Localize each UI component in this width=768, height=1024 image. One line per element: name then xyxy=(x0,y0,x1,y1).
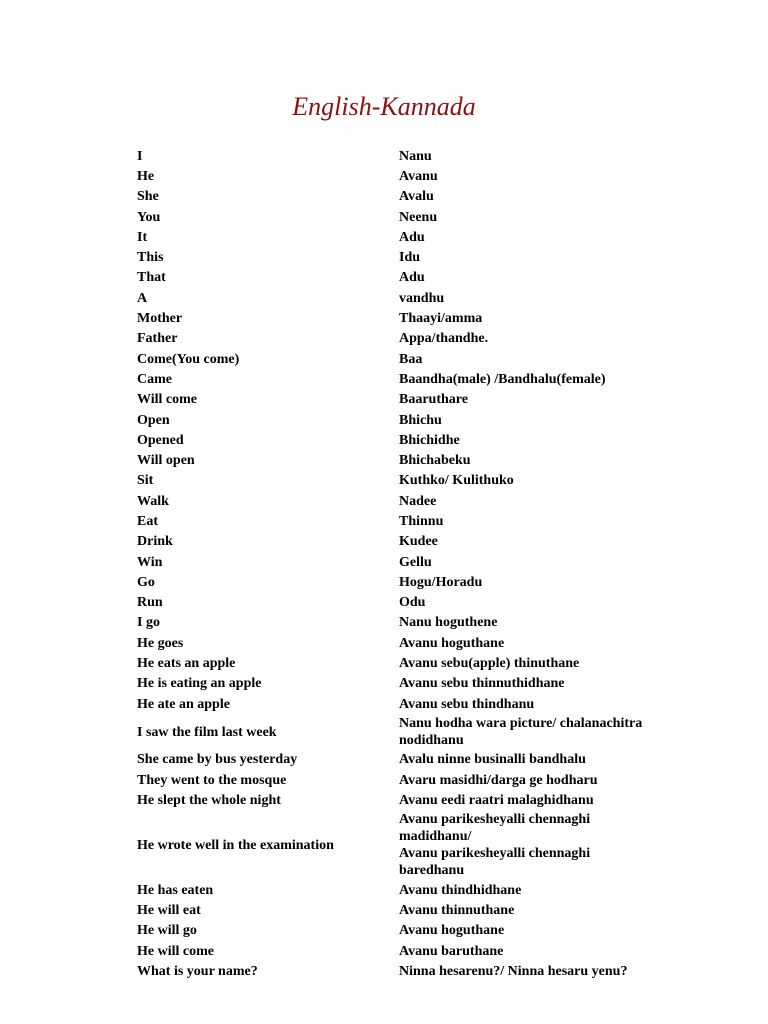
vocab-row xyxy=(137,288,697,308)
kannada-term xyxy=(399,963,697,980)
kannada-line: Adu xyxy=(399,270,425,286)
kannada-line: Baaruthare xyxy=(399,392,468,408)
english-term: He has eaten xyxy=(137,882,214,898)
vocab-row xyxy=(137,430,697,450)
english-term: Father xyxy=(137,331,178,347)
kannada-line: Bhichu xyxy=(399,412,442,428)
kannada-term xyxy=(399,635,697,652)
english-term: Come(You come) xyxy=(137,351,240,367)
kannada-term xyxy=(399,412,697,429)
kannada-term xyxy=(399,148,697,165)
kannada-term xyxy=(399,614,697,631)
kannada-term xyxy=(399,188,697,205)
kannada-line: baredhanu xyxy=(399,863,465,879)
vocab-row xyxy=(137,790,697,810)
vocab-row xyxy=(137,390,697,410)
kannada-term xyxy=(399,922,697,939)
kannada-line: Avanu eedi raatri malaghidhanu xyxy=(399,793,594,809)
vocab-row xyxy=(137,227,697,247)
kannada-line: nodidhanu xyxy=(399,733,464,749)
english-term: Opened xyxy=(137,432,184,448)
kannada-line: Avanu sebu thinnuthidhane xyxy=(399,676,565,692)
english-term: They went to the mosque xyxy=(137,772,287,788)
english-term: She came by bus yesterday xyxy=(137,752,298,768)
kannada-term xyxy=(399,310,697,327)
vocab-row xyxy=(137,633,697,653)
english-term: He will eat xyxy=(137,903,201,919)
kannada-line: Avanu thinnuthane xyxy=(399,903,515,919)
kannada-term xyxy=(399,513,697,530)
english-term: He will come xyxy=(137,943,214,959)
kannada-line: Avanu sebu thindhanu xyxy=(399,696,535,712)
vocab-row xyxy=(137,811,697,881)
english-term: He will go xyxy=(137,923,197,939)
vocab-row xyxy=(137,511,697,531)
kannada-line: Baa xyxy=(399,351,423,367)
kannada-term xyxy=(399,168,697,185)
kannada-line: Avanu sebu(apple) thinuthane xyxy=(399,656,580,672)
vocab-row xyxy=(137,880,697,900)
vocab-row xyxy=(137,491,697,511)
english-term: I saw the film last week xyxy=(137,724,277,740)
kannada-term xyxy=(399,594,697,611)
english-term: Will open xyxy=(137,453,195,469)
english-term: Run xyxy=(137,595,163,611)
english-term: He eats an apple xyxy=(137,656,236,672)
english-term: He wrote well in the examination xyxy=(137,837,334,853)
kannada-line: Avalu ninne businalli bandhalu xyxy=(399,752,586,768)
vocabulary-table xyxy=(137,146,697,982)
english-term: It xyxy=(137,229,148,245)
kannada-line: Kudee xyxy=(399,534,438,550)
kannada-term xyxy=(399,493,697,510)
vocab-row xyxy=(137,921,697,941)
kannada-line: Ninna hesarenu?/ Ninna hesaru yenu? xyxy=(399,964,628,980)
english-term: She xyxy=(137,189,159,205)
vocab-row xyxy=(137,166,697,186)
kannada-line: Nanu hodha wara picture/ chalanachitra xyxy=(399,716,643,732)
kannada-line: Bhichabeku xyxy=(399,453,471,469)
kannada-term xyxy=(399,943,697,960)
kannada-term xyxy=(399,290,697,307)
kannada-term xyxy=(399,696,697,713)
kannada-term xyxy=(399,533,697,550)
vocab-row xyxy=(137,593,697,613)
english-term: This xyxy=(137,250,164,266)
kannada-term xyxy=(399,902,697,919)
kannada-line: Appa/thandhe. xyxy=(399,331,489,347)
english-term: What is your name? xyxy=(137,964,258,980)
english-term: A xyxy=(137,290,148,306)
vocab-row xyxy=(137,750,697,770)
kannada-term xyxy=(399,574,697,591)
kannada-term xyxy=(399,675,697,692)
kannada-term xyxy=(399,330,697,347)
kannada-term xyxy=(399,432,697,449)
english-term: Came xyxy=(137,371,172,387)
english-term: Open xyxy=(137,412,170,428)
vocab-row xyxy=(137,961,697,981)
kannada-line: vandhu xyxy=(399,290,445,306)
kannada-term xyxy=(399,811,697,879)
vocab-row xyxy=(137,941,697,961)
english-term: I xyxy=(137,148,143,164)
vocab-row xyxy=(137,410,697,430)
vocab-row xyxy=(137,653,697,673)
kannada-term xyxy=(399,351,697,368)
kannada-term xyxy=(399,391,697,408)
english-term: He xyxy=(137,168,155,184)
vocab-row xyxy=(137,714,697,750)
kannada-line: Idu xyxy=(399,250,421,266)
english-term: Eat xyxy=(137,513,158,529)
kannada-line: Nadee xyxy=(399,493,437,509)
vocab-row xyxy=(137,532,697,552)
kannada-term xyxy=(399,229,697,246)
kannada-term xyxy=(399,371,697,388)
kannada-line: Adu xyxy=(399,229,425,245)
english-term: That xyxy=(137,270,166,286)
kannada-line: Gellu xyxy=(399,554,432,570)
english-term: Win xyxy=(137,554,163,570)
vocab-row xyxy=(137,308,697,328)
kannada-term xyxy=(399,269,697,286)
kannada-line: Thinnu xyxy=(399,513,444,529)
kannada-term xyxy=(399,882,697,899)
kannada-line: Nanu xyxy=(399,148,432,164)
vocab-row xyxy=(137,613,697,633)
english-term: Will come xyxy=(137,392,198,408)
kannada-term xyxy=(399,772,697,789)
vocab-row xyxy=(137,572,697,592)
vocab-row xyxy=(137,552,697,572)
kannada-line: Bhichidhe xyxy=(399,432,460,448)
vocab-row xyxy=(137,450,697,470)
kannada-line: Avanu parikesheyalli chennaghi xyxy=(399,846,591,862)
kannada-line: Avaru masidhi/darga ge hodharu xyxy=(399,772,598,788)
english-term: You xyxy=(137,209,161,225)
page-title: English-Kannada xyxy=(292,92,476,121)
kannada-line: Avanu xyxy=(399,168,438,184)
english-term: I go xyxy=(137,615,160,631)
kannada-term xyxy=(399,751,697,768)
english-term: Sit xyxy=(137,473,154,489)
english-term: Walk xyxy=(137,493,169,509)
vocab-row xyxy=(137,207,697,227)
vocab-row xyxy=(137,770,697,790)
english-term: He slept the whole night xyxy=(137,793,281,809)
kannada-line: Baandha(male) /Bandhalu(female) xyxy=(399,371,606,387)
kannada-term xyxy=(399,792,697,809)
kannada-line: Neenu xyxy=(399,209,438,225)
vocab-row xyxy=(137,187,697,207)
kannada-term xyxy=(399,554,697,571)
english-term: He is eating an apple xyxy=(137,676,262,692)
english-term: Mother xyxy=(137,311,183,327)
kannada-term xyxy=(399,209,697,226)
english-term: Drink xyxy=(137,534,173,550)
english-term: He goes xyxy=(137,635,184,651)
english-term: He ate an apple xyxy=(137,696,230,712)
kannada-line: Avanu parikesheyalli chennaghi xyxy=(399,812,591,828)
kannada-line: Avalu xyxy=(399,189,434,205)
vocab-row xyxy=(137,268,697,288)
kannada-line: Avanu hoguthane xyxy=(399,923,505,939)
kannada-line: Kuthko/ Kulithuko xyxy=(399,473,514,489)
kannada-line: madidhanu/ xyxy=(399,829,472,845)
kannada-term xyxy=(399,249,697,266)
english-term: Go xyxy=(137,574,155,590)
vocab-row xyxy=(137,471,697,491)
vocab-row xyxy=(137,369,697,389)
vocab-row xyxy=(137,329,697,349)
kannada-line: Hogu/Horadu xyxy=(399,574,483,590)
kannada-line: Odu xyxy=(399,595,426,611)
kannada-line: Avanu baruthane xyxy=(399,943,504,959)
kannada-line: Avanu hoguthane xyxy=(399,635,505,651)
kannada-line: Avanu thindhidhane xyxy=(399,882,522,898)
kannada-line: Nanu hoguthene xyxy=(399,615,498,631)
kannada-term xyxy=(399,715,697,749)
vocab-row xyxy=(137,247,697,267)
kannada-term xyxy=(399,472,697,489)
vocab-row xyxy=(137,674,697,694)
kannada-term xyxy=(399,655,697,672)
vocab-row xyxy=(137,146,697,166)
vocab-row xyxy=(137,694,697,714)
kannada-term xyxy=(399,452,697,469)
kannada-line: Thaayi/amma xyxy=(399,311,483,327)
vocab-row xyxy=(137,349,697,369)
vocab-row xyxy=(137,901,697,921)
